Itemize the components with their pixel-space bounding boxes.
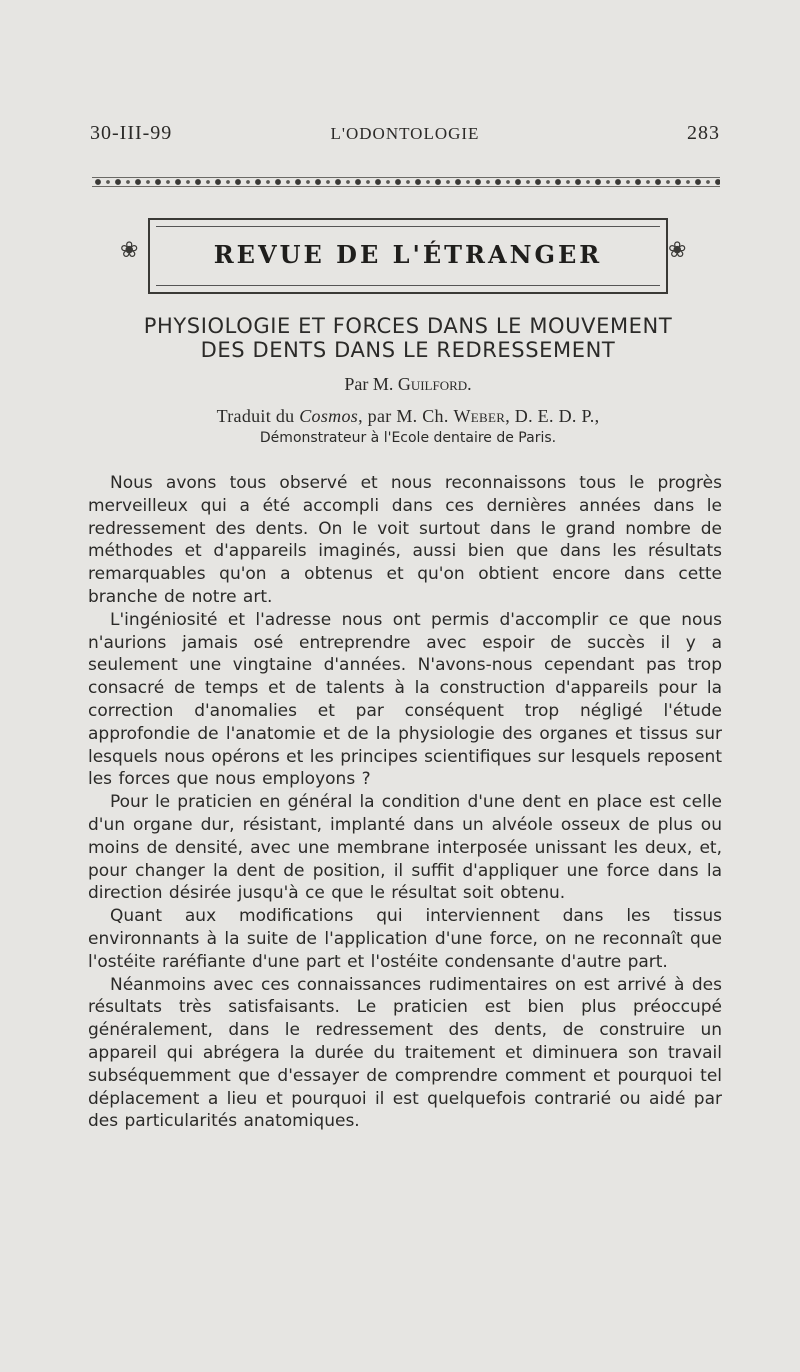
- translator-name: Weber: [453, 406, 506, 426]
- source-journal: Cosmos: [299, 406, 359, 426]
- author-line: Par M. Guilford.: [344, 374, 472, 394]
- fleuron-right-icon: ❀: [668, 238, 687, 263]
- article-title: [88, 314, 728, 362]
- article-title-line-2: DES DENTS DANS LE REDRESSEMENT: [200, 338, 616, 362]
- journal-name: L'ODONTOLOGIE: [330, 124, 480, 143]
- article-body: [88, 472, 722, 1133]
- translator-credential: Démonstrateur à l'Ecole dentaire de Paris.: [259, 430, 557, 446]
- running-head: [90, 122, 720, 152]
- ornamental-rule: [92, 176, 720, 188]
- article-title-line-1: PHYSIOLOGIE ET FORCES DANS LE MOUVEMENT: [143, 314, 673, 338]
- paragraph: Néanmoins avec ces connaissances rudimentaires on est arrivé à des résultats très satisfaisants. Le praticien est bien plus préoccupé généralement, dans le redressement des dents, de construire un appareil qui abrégera la durée du traitement et diminuera son travail subséquemment que d'essayer de comprendre comment et pourquoi tel déplacement a lieu et pourquoi il est quelquefois contrarié ou aidé par des particularités anatomiques.: [88, 974, 722, 1132]
- translator-line: Traduit du Cosmos, par M. Ch. Weber, D. E. D. P.,: [216, 406, 600, 426]
- page-number: 283: [687, 122, 720, 144]
- paragraph: L'ingéniosité et l'adresse nous ont permis d'accomplir ce que nous n'aurions jamais osé entreprendre avec espoir de succès il y a seulement une vingtaine d'années. N'avons-nous cependant pas trop consacré de temps et de talents à la construction d'appareils pour la correction d'anomalies et par conséquent trop négligé l'étude approfondie de l'anatomie et de la physiologie des organes et tissus sur lesquels nous opérons et les principes scientifiques sur lesquels reposent les forces que nous employons ?: [88, 609, 722, 790]
- paragraph: Pour le praticien en général la condition d'une dent en place est celle d'un organe dur, résistant, implanté dans un alvéole osseux de plus ou moins de densité, avec une membrane interposée unissant les deux, et, pour changer la dent de position, il suffit d'appliquer une force dans la direction désirée jusqu'à ce que le résultat soit obtenu.: [88, 792, 722, 904]
- fleuron-left-icon: ❀: [120, 238, 139, 263]
- author-name: Guilford: [397, 374, 468, 394]
- section-title: REVUE DE L'ÉTRANGER: [213, 240, 603, 269]
- section-heading-box: [148, 218, 668, 294]
- paragraph: Quant aux modifications qui interviennent dans les tissus environnants à la suite de l'application d'une force, on ne reconnaît que l'ostéite raréfiante d'une part et l'ostéite condensante d'autre part.: [88, 906, 722, 972]
- issue-date: 30-III-99: [90, 122, 173, 144]
- paragraph: Nous avons tous observé et nous reconnaissons tous le progrès merveilleux qui a été accompli dans ces dernières années dans le redressement des dents. On le voit surtout dans le grand nombre de méthodes et d'appareils imaginés, aussi bien que dans les résultats remarquables qu'on a obtenus et qu'on obtient encore dans cette branche de notre art.: [88, 473, 722, 607]
